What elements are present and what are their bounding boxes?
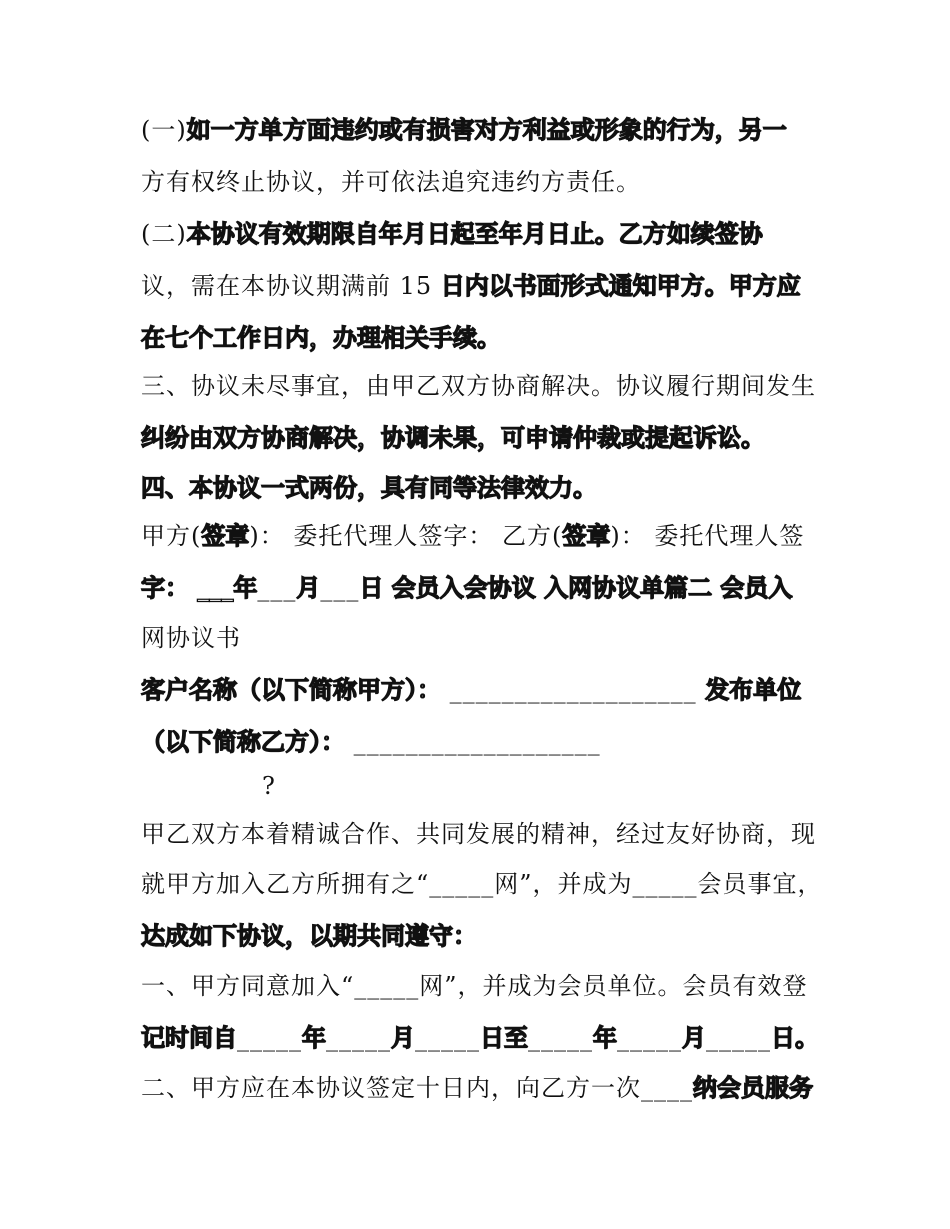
outlined-text-segment: 日 会员入会协议 入网协议单篇二 会员入 — [359, 574, 793, 602]
outlined-text-segment: 年 — [233, 574, 258, 602]
text-segment: _____ — [415, 1024, 480, 1052]
outlined-text-segment: 本协议有效期限自年月日起至年月日止。乙方如续签协 — [186, 220, 763, 248]
text-line — [141, 1072, 813, 1104]
outlined-text-segment: 四、本协议一式两份，具有同等法律效力。 — [141, 474, 597, 502]
text-segment: _____ — [706, 1024, 771, 1052]
text-line — [141, 472, 597, 504]
text-segment: (一) — [141, 116, 187, 144]
text-line — [141, 166, 641, 198]
text-segment: ___________________ — [345, 728, 601, 756]
text-line — [141, 322, 501, 354]
text-line — [262, 770, 276, 802]
outlined-text-segment: 年 — [593, 1024, 617, 1052]
text-line — [141, 370, 816, 402]
text-line — [141, 1022, 819, 1054]
text-line — [141, 726, 601, 758]
text-segment: _____ — [326, 1024, 391, 1052]
text-segment: ___ — [320, 574, 360, 602]
outlined-text-segment: 如一方单方面违约或有损害对方利益或形象的行为，另一 — [186, 116, 787, 144]
outlined-text-segment: 日至 — [480, 1024, 528, 1052]
text-line — [141, 422, 765, 454]
text-segment: )： 委托代理人签字： 乙方( — [249, 522, 563, 550]
text-segment: 议，需在本协议期满前 15 — [141, 272, 441, 300]
text-segment: 甲乙双方本着精诚合作、共同发展的精神，经过友好协商，现 — [141, 820, 816, 848]
text-line — [141, 114, 787, 146]
text-line — [141, 818, 816, 850]
text-line — [141, 868, 823, 900]
outlined-text-segment: 纳会员服务 — [693, 1074, 813, 1102]
text-line — [141, 970, 808, 1002]
text-line — [141, 270, 801, 302]
text-segment: 二、甲方应在本协议签定十日内，向乙方一次____ — [141, 1074, 693, 1102]
outlined-text-segment: 年 — [302, 1024, 326, 1052]
outlined-text-segment: 月 — [391, 1024, 415, 1052]
text-segment: ? — [262, 772, 276, 800]
outlined-text-segment: 签章 — [201, 522, 250, 550]
text-line — [141, 572, 792, 604]
text-segment: _____ — [237, 1024, 302, 1052]
outlined-text-segment: 客户名称（以下简称甲方）： — [141, 676, 441, 704]
text-segment: ___________________ — [441, 676, 706, 704]
outlined-text-segment: 发布单位 — [705, 676, 802, 704]
text-segment: _____ — [528, 1024, 593, 1052]
text-segment: 方有权终止协议，并可依法追究违约方责任。 — [141, 168, 641, 196]
outlined-text-segment: 纠纷由双方协商解决，协调未果，可申请仲裁或提起诉讼。 — [141, 424, 765, 452]
outlined-text-segment: 记时间自 — [141, 1024, 237, 1052]
text-line — [141, 920, 477, 952]
outlined-text-segment: 月 — [682, 1024, 706, 1052]
outlined-text-segment: 月 — [296, 574, 321, 602]
text-segment: )： 委托代理人签 — [610, 522, 805, 550]
outlined-text-segment: 达成如下协议，以期共同遵守： — [141, 922, 477, 950]
text-segment: 一、甲方同意加入“_____网”，并成为会员单位。会员有效登 — [141, 972, 808, 1000]
text-line — [141, 622, 241, 654]
outlined-text-segment: 字： ___ — [141, 574, 234, 602]
text-segment: 甲方( — [141, 522, 202, 550]
outlined-text-segment: 签章 — [562, 522, 611, 550]
text-segment: 三、协议未尽事宜，由甲乙双方协商解决。协议履行期间发生 — [141, 372, 816, 400]
outlined-text-segment: 日。 — [771, 1024, 819, 1052]
text-line — [141, 674, 801, 706]
text-line — [141, 520, 804, 552]
outlined-text-segment: 日内以书面形式通知甲方。甲方应 — [440, 272, 801, 300]
outlined-text-segment: 在七个工作日内，办理相关手续。 — [141, 324, 501, 352]
text-segment: ___ — [257, 574, 297, 602]
text-segment: _____ — [617, 1024, 682, 1052]
text-segment: 网协议书 — [141, 624, 241, 652]
text-line — [141, 218, 763, 250]
text-segment: 就甲方加入乙方所拥有之“_____网”，并成为_____会员事宜， — [141, 870, 823, 898]
outlined-text-segment: （以下简称乙方）： — [141, 728, 345, 756]
text-segment: (二) — [141, 220, 187, 248]
